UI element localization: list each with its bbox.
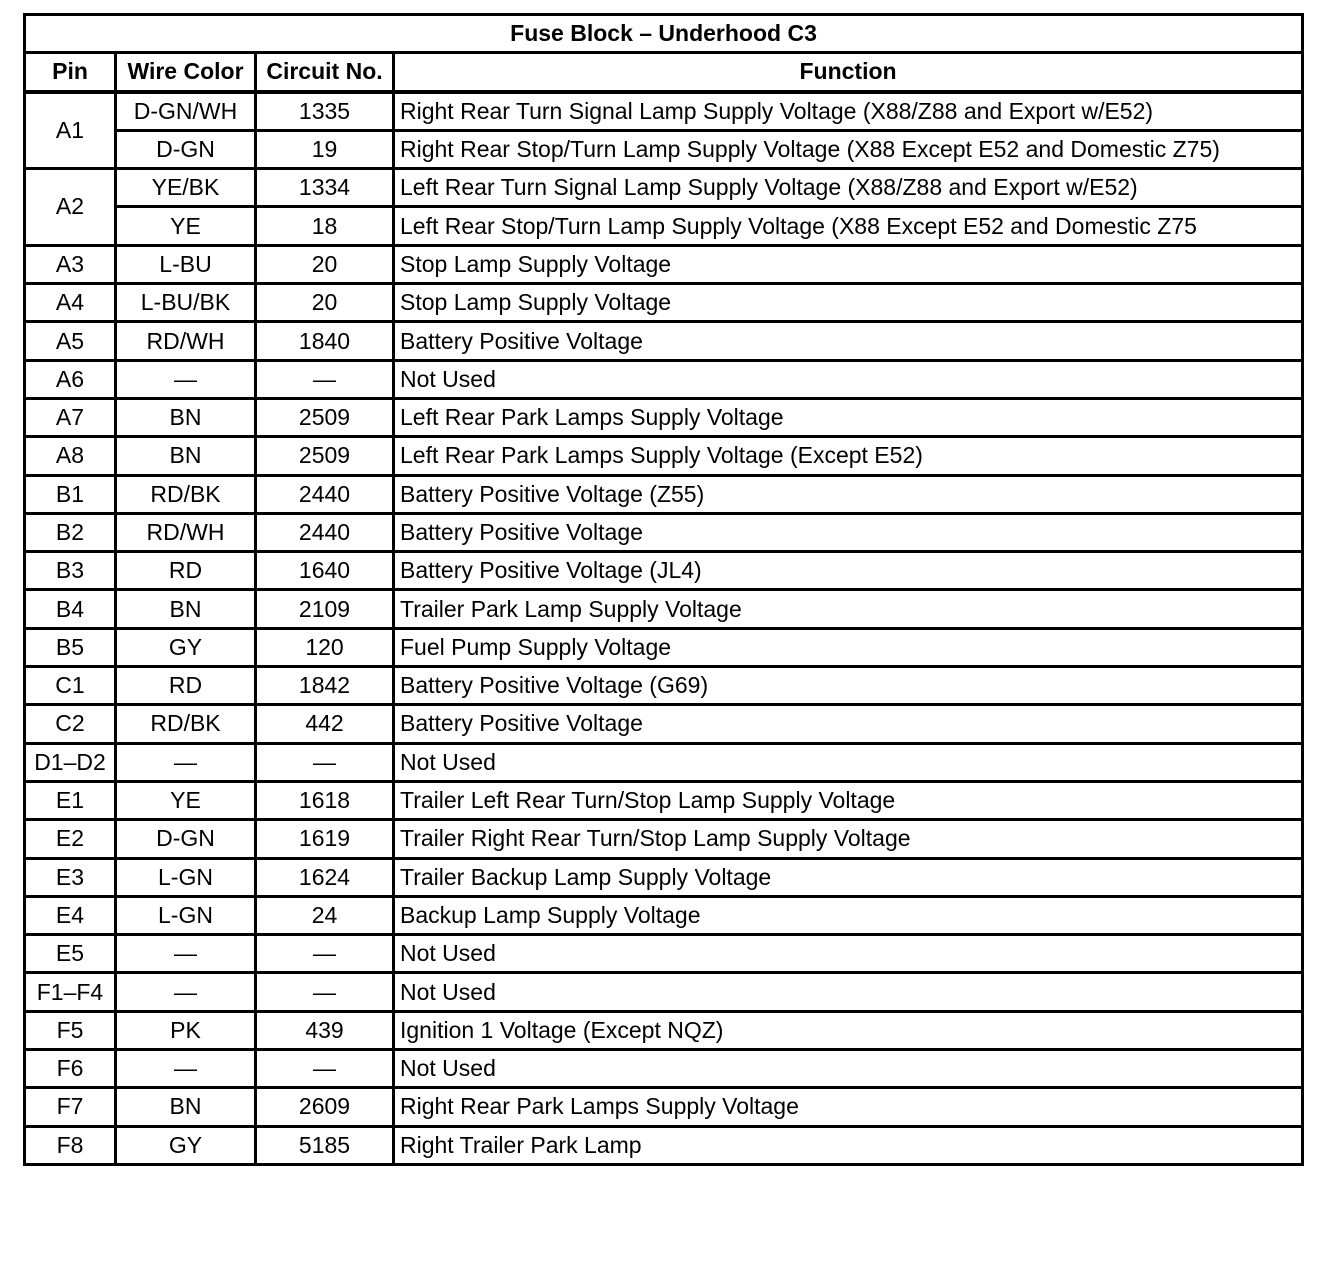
function-cell: Not Used bbox=[394, 360, 1303, 398]
circuit-no-cell: 1334 bbox=[256, 169, 394, 207]
wire-color-cell: L-GN bbox=[116, 858, 256, 896]
function-cell: Trailer Right Rear Turn/Stop Lamp Supply Voltage bbox=[394, 820, 1303, 858]
wire-color-cell: RD/BK bbox=[116, 475, 256, 513]
table-row bbox=[25, 935, 1303, 973]
header-pin: Pin bbox=[25, 53, 116, 92]
function-cell: Fuel Pump Supply Voltage bbox=[394, 628, 1303, 666]
pin-cell: E2 bbox=[25, 820, 116, 858]
function-cell: Stop Lamp Supply Voltage bbox=[394, 245, 1303, 283]
header-function: Function bbox=[394, 53, 1303, 92]
wire-color-cell: D-GN bbox=[116, 130, 256, 168]
function-cell: Right Trailer Park Lamp bbox=[394, 1126, 1303, 1164]
function-cell: Left Rear Park Lamps Supply Voltage bbox=[394, 398, 1303, 436]
table-row bbox=[25, 207, 1303, 245]
pin-cell: F1–F4 bbox=[25, 973, 116, 1011]
circuit-no-cell: 1624 bbox=[256, 858, 394, 896]
table-row bbox=[25, 628, 1303, 666]
table-row bbox=[25, 130, 1303, 168]
circuit-no-cell: 19 bbox=[256, 130, 394, 168]
pin-cell: E5 bbox=[25, 935, 116, 973]
wire-color-cell: — bbox=[116, 935, 256, 973]
function-cell: Left Rear Turn Signal Lamp Supply Voltage (X88/Z88 and Export w/E52) bbox=[394, 169, 1303, 207]
wire-color-cell: BN bbox=[116, 437, 256, 475]
function-cell: Left Rear Park Lamps Supply Voltage (Except E52) bbox=[394, 437, 1303, 475]
wire-color-cell: YE bbox=[116, 781, 256, 819]
pin-cell: A6 bbox=[25, 360, 116, 398]
pin-cell: F5 bbox=[25, 1011, 116, 1049]
table-row bbox=[25, 896, 1303, 934]
function-cell: Battery Positive Voltage (Z55) bbox=[394, 475, 1303, 513]
header-circuit-no: Circuit No. bbox=[256, 53, 394, 92]
wire-color-cell: YE/BK bbox=[116, 169, 256, 207]
table-row bbox=[25, 437, 1303, 475]
table-title-row bbox=[25, 15, 1303, 53]
table-row bbox=[25, 667, 1303, 705]
wire-color-cell: L-GN bbox=[116, 896, 256, 934]
circuit-no-cell: 18 bbox=[256, 207, 394, 245]
table-row bbox=[25, 1011, 1303, 1049]
pin-cell: B2 bbox=[25, 513, 116, 551]
circuit-no-cell: 2609 bbox=[256, 1088, 394, 1126]
table-row bbox=[25, 743, 1303, 781]
pin-cell: A3 bbox=[25, 245, 116, 283]
table-row bbox=[25, 92, 1303, 131]
circuit-no-cell: 439 bbox=[256, 1011, 394, 1049]
function-cell: Trailer Backup Lamp Supply Voltage bbox=[394, 858, 1303, 896]
circuit-no-cell: — bbox=[256, 1050, 394, 1088]
table-row bbox=[25, 360, 1303, 398]
circuit-no-cell: 5185 bbox=[256, 1126, 394, 1164]
table-row bbox=[25, 513, 1303, 551]
table-row bbox=[25, 781, 1303, 819]
function-cell: Battery Positive Voltage bbox=[394, 705, 1303, 743]
wire-color-cell: RD/BK bbox=[116, 705, 256, 743]
table-header-row bbox=[25, 53, 1303, 92]
table-row bbox=[25, 973, 1303, 1011]
table-row bbox=[25, 820, 1303, 858]
wire-color-cell: GY bbox=[116, 628, 256, 666]
wire-color-cell: BN bbox=[116, 590, 256, 628]
wire-color-cell: RD/WH bbox=[116, 322, 256, 360]
circuit-no-cell: 120 bbox=[256, 628, 394, 666]
function-cell: Stop Lamp Supply Voltage bbox=[394, 284, 1303, 322]
wire-color-cell: D-GN bbox=[116, 820, 256, 858]
wire-color-cell: — bbox=[116, 1050, 256, 1088]
wire-color-cell: PK bbox=[116, 1011, 256, 1049]
table-row bbox=[25, 590, 1303, 628]
wire-color-cell: RD bbox=[116, 667, 256, 705]
header-wire-color: Wire Color bbox=[116, 53, 256, 92]
function-cell: Trailer Park Lamp Supply Voltage bbox=[394, 590, 1303, 628]
pin-cell: A8 bbox=[25, 437, 116, 475]
wire-color-cell: — bbox=[116, 973, 256, 1011]
wire-color-cell: BN bbox=[116, 1088, 256, 1126]
function-cell: Battery Positive Voltage bbox=[394, 513, 1303, 551]
pin-cell: A7 bbox=[25, 398, 116, 436]
table-row bbox=[25, 245, 1303, 283]
table-row bbox=[25, 1088, 1303, 1126]
function-cell: Backup Lamp Supply Voltage bbox=[394, 896, 1303, 934]
circuit-no-cell: — bbox=[256, 935, 394, 973]
circuit-no-cell: 2109 bbox=[256, 590, 394, 628]
function-cell: Not Used bbox=[394, 1050, 1303, 1088]
pin-cell: B5 bbox=[25, 628, 116, 666]
circuit-no-cell: 2440 bbox=[256, 513, 394, 551]
function-cell: Right Rear Park Lamps Supply Voltage bbox=[394, 1088, 1303, 1126]
table-body bbox=[25, 92, 1303, 1165]
table-row bbox=[25, 475, 1303, 513]
pin-cell: C2 bbox=[25, 705, 116, 743]
pin-cell: A4 bbox=[25, 284, 116, 322]
wire-color-cell: L-BU/BK bbox=[116, 284, 256, 322]
pin-cell: E4 bbox=[25, 896, 116, 934]
wire-color-cell: L-BU bbox=[116, 245, 256, 283]
table-row bbox=[25, 858, 1303, 896]
circuit-no-cell: 1619 bbox=[256, 820, 394, 858]
pin-cell: B3 bbox=[25, 552, 116, 590]
function-cell: Battery Positive Voltage bbox=[394, 322, 1303, 360]
circuit-no-cell: — bbox=[256, 743, 394, 781]
pin-cell: A1 bbox=[25, 92, 116, 169]
circuit-no-cell: 1842 bbox=[256, 667, 394, 705]
circuit-no-cell: 24 bbox=[256, 896, 394, 934]
pin-cell: B4 bbox=[25, 590, 116, 628]
function-cell: Right Rear Turn Signal Lamp Supply Voltage (X88/Z88 and Export w/E52) bbox=[394, 92, 1303, 131]
circuit-no-cell: 2509 bbox=[256, 398, 394, 436]
wire-color-cell: RD bbox=[116, 552, 256, 590]
table-title: Fuse Block – Underhood C3 bbox=[25, 15, 1303, 53]
circuit-no-cell: 1840 bbox=[256, 322, 394, 360]
circuit-no-cell: — bbox=[256, 973, 394, 1011]
pin-cell: E1 bbox=[25, 781, 116, 819]
function-cell: Trailer Left Rear Turn/Stop Lamp Supply Voltage bbox=[394, 781, 1303, 819]
pin-cell: E3 bbox=[25, 858, 116, 896]
table-row bbox=[25, 1050, 1303, 1088]
wire-color-cell: — bbox=[116, 360, 256, 398]
function-cell: Right Rear Stop/Turn Lamp Supply Voltage (X88 Except E52 and Domestic Z75) bbox=[394, 130, 1303, 168]
wire-color-cell: RD/WH bbox=[116, 513, 256, 551]
pin-cell: F8 bbox=[25, 1126, 116, 1164]
fuse-block-table bbox=[23, 13, 1304, 1166]
function-cell: Ignition 1 Voltage (Except NQZ) bbox=[394, 1011, 1303, 1049]
circuit-no-cell: 1640 bbox=[256, 552, 394, 590]
function-cell: Battery Positive Voltage (G69) bbox=[394, 667, 1303, 705]
pin-cell: B1 bbox=[25, 475, 116, 513]
circuit-no-cell: 20 bbox=[256, 245, 394, 283]
table-row bbox=[25, 705, 1303, 743]
wire-color-cell: D-GN/WH bbox=[116, 92, 256, 131]
pin-cell: A2 bbox=[25, 169, 116, 246]
pin-cell: D1–D2 bbox=[25, 743, 116, 781]
function-cell: Left Rear Stop/Turn Lamp Supply Voltage (X88 Except E52 and Domestic Z75 bbox=[394, 207, 1303, 245]
table-row bbox=[25, 169, 1303, 207]
circuit-no-cell: 1618 bbox=[256, 781, 394, 819]
function-cell: Not Used bbox=[394, 743, 1303, 781]
table-row bbox=[25, 552, 1303, 590]
pin-cell: A5 bbox=[25, 322, 116, 360]
wire-color-cell: YE bbox=[116, 207, 256, 245]
circuit-no-cell: 2440 bbox=[256, 475, 394, 513]
circuit-no-cell: 2509 bbox=[256, 437, 394, 475]
circuit-no-cell: — bbox=[256, 360, 394, 398]
pin-cell: F7 bbox=[25, 1088, 116, 1126]
function-cell: Not Used bbox=[394, 935, 1303, 973]
table-row bbox=[25, 398, 1303, 436]
pin-cell: C1 bbox=[25, 667, 116, 705]
pin-cell: F6 bbox=[25, 1050, 116, 1088]
circuit-no-cell: 20 bbox=[256, 284, 394, 322]
function-cell: Battery Positive Voltage (JL4) bbox=[394, 552, 1303, 590]
wire-color-cell: — bbox=[116, 743, 256, 781]
table-row bbox=[25, 284, 1303, 322]
wire-color-cell: BN bbox=[116, 398, 256, 436]
circuit-no-cell: 1335 bbox=[256, 92, 394, 131]
circuit-no-cell: 442 bbox=[256, 705, 394, 743]
table-row bbox=[25, 1126, 1303, 1164]
function-cell: Not Used bbox=[394, 973, 1303, 1011]
wire-color-cell: GY bbox=[116, 1126, 256, 1164]
table-row bbox=[25, 322, 1303, 360]
